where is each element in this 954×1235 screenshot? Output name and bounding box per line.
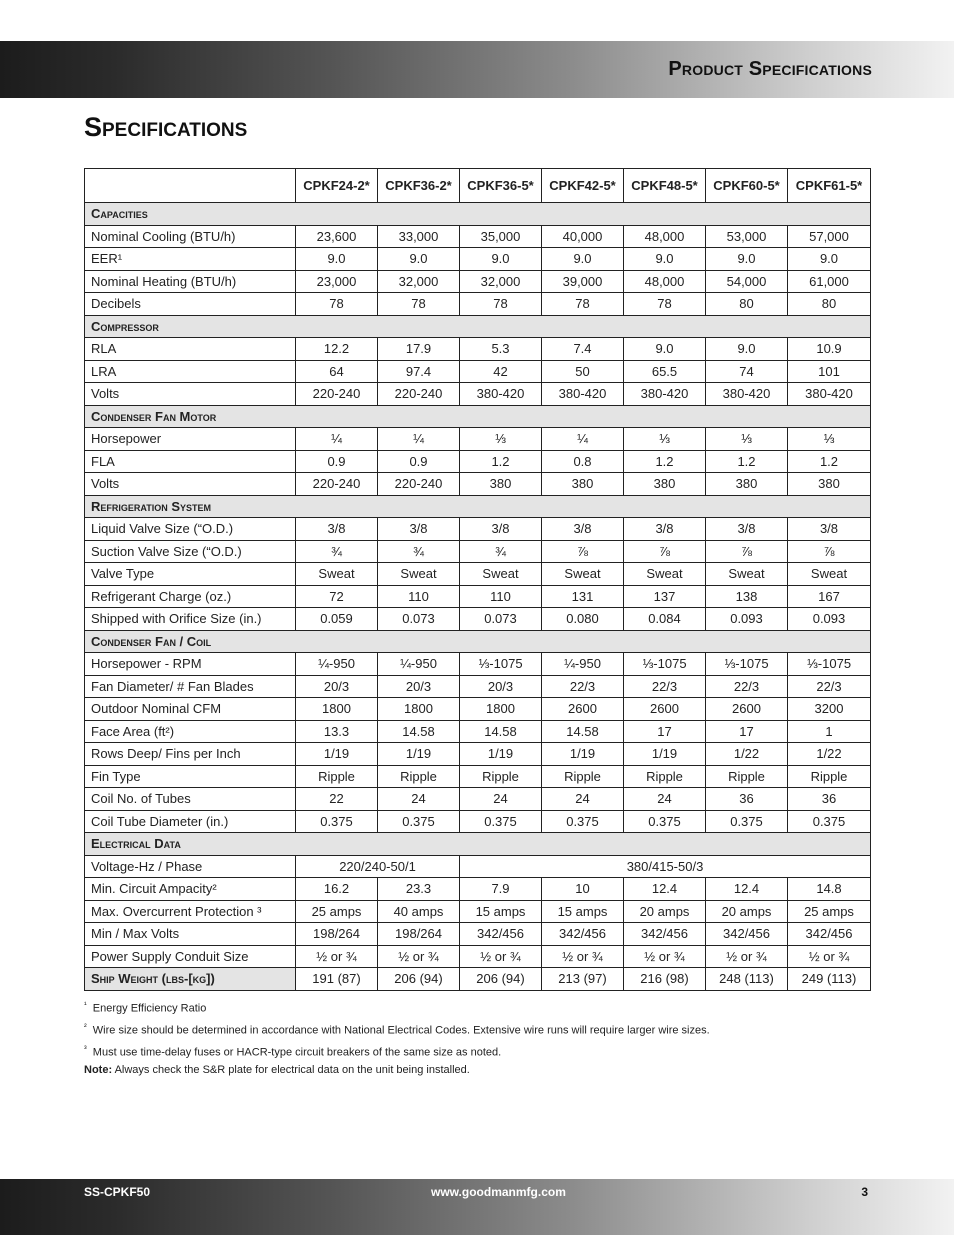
table-cell: ¾	[378, 540, 460, 563]
table-cell: 9.0	[788, 248, 871, 271]
table-cell: 220-240	[378, 383, 460, 406]
table-cell: 20 amps	[624, 900, 706, 923]
table-cell: 380	[460, 473, 542, 496]
table-cell: 101	[788, 360, 871, 383]
row-label: Nominal Heating (BTU/h)	[85, 270, 296, 293]
row-label: Min. Circuit Ampacity²	[85, 878, 296, 901]
table-cell: ⅞	[624, 540, 706, 563]
row-label: Coil Tube Diameter (in.)	[85, 810, 296, 833]
table-row	[85, 675, 871, 698]
table-cell: 35,000	[460, 225, 542, 248]
table-cell: 48,000	[624, 225, 706, 248]
table-cell: ⅞	[706, 540, 788, 563]
row-label: Max. Overcurrent Protection ³	[85, 900, 296, 923]
table-cell: ½ or ¾	[706, 945, 788, 968]
table-cell: 9.0	[378, 248, 460, 271]
table-cell: 9.0	[706, 338, 788, 361]
table-cell: 80	[788, 293, 871, 316]
model-column-header: CPKF48-5*	[624, 169, 706, 203]
table-cell: 1800	[378, 698, 460, 721]
table-cell: 16.2	[296, 878, 378, 901]
section-header-row	[85, 495, 871, 518]
row-label: EER¹	[85, 248, 296, 271]
table-cell: 53,000	[706, 225, 788, 248]
table-cell: ⅓-1075	[788, 653, 871, 676]
table-cell: 48,000	[624, 270, 706, 293]
table-cell: 9.0	[706, 248, 788, 271]
table-cell: ¼	[542, 428, 624, 451]
table-cell: 380-420	[706, 383, 788, 406]
table-cell: Ripple	[378, 765, 460, 788]
row-label: Horsepower	[85, 428, 296, 451]
table-cell: Ripple	[706, 765, 788, 788]
table-cell: 10.9	[788, 338, 871, 361]
table-cell: 110	[378, 585, 460, 608]
table-cell: 14.58	[542, 720, 624, 743]
ship-weight-cell: 191 (87)	[296, 968, 378, 991]
table-cell: 342/456	[624, 923, 706, 946]
footnotes	[84, 996, 710, 1079]
table-cell: Sweat	[296, 563, 378, 586]
row-label: Liquid Valve Size (“O.D.)	[85, 518, 296, 541]
row-label: Volts	[85, 473, 296, 496]
table-cell: 25 amps	[296, 900, 378, 923]
table-row	[85, 270, 871, 293]
table-row	[85, 653, 871, 676]
table-cell: 7.9	[460, 878, 542, 901]
table-cell: 80	[706, 293, 788, 316]
table-cell: 61,000	[788, 270, 871, 293]
table-cell: 3/8	[542, 518, 624, 541]
table-cell: 14.8	[788, 878, 871, 901]
table-row	[85, 765, 871, 788]
table-row	[85, 248, 871, 271]
table-cell: 9.0	[624, 248, 706, 271]
row-label: LRA	[85, 360, 296, 383]
model-column-header: CPKF42-5*	[542, 169, 624, 203]
table-row	[85, 473, 871, 496]
table-cell: 0.093	[788, 608, 871, 631]
row-label: Nominal Cooling (BTU/h)	[85, 225, 296, 248]
table-cell: 3/8	[296, 518, 378, 541]
ship-weight-cell: 206 (94)	[460, 968, 542, 991]
table-cell: 342/456	[706, 923, 788, 946]
table-cell: 2600	[706, 698, 788, 721]
table-cell: 1/19	[296, 743, 378, 766]
table-header-row	[85, 169, 871, 203]
row-label: FLA	[85, 450, 296, 473]
table-cell: 3/8	[624, 518, 706, 541]
table-cell: 10	[542, 878, 624, 901]
table-cell: 1800	[460, 698, 542, 721]
ship-weight-cell: 249 (113)	[788, 968, 871, 991]
section-title: Condenser Fan Motor	[85, 405, 871, 428]
table-cell: 14.58	[460, 720, 542, 743]
table-cell: 24	[542, 788, 624, 811]
table-cell: 65.5	[624, 360, 706, 383]
section-title: Refrigeration System	[85, 495, 871, 518]
model-column-header: CPKF60-5*	[706, 169, 788, 203]
table-cell: 24	[378, 788, 460, 811]
table-cell: 0.375	[460, 810, 542, 833]
table-cell: 13.3	[296, 720, 378, 743]
table-cell: 3/8	[460, 518, 542, 541]
table-cell: 74	[706, 360, 788, 383]
table-cell: 7.4	[542, 338, 624, 361]
ship-weight-cell: 213 (97)	[542, 968, 624, 991]
table-cell: 20/3	[378, 675, 460, 698]
table-cell: ⅓	[788, 428, 871, 451]
table-cell: 23,600	[296, 225, 378, 248]
table-cell: ¼	[296, 428, 378, 451]
table-cell: 1800	[296, 698, 378, 721]
table-cell: ⅓	[460, 428, 542, 451]
table-cell: 1.2	[460, 450, 542, 473]
voltage-phase-group-a: 220/240-50/1	[296, 855, 460, 878]
row-label: Coil No. of Tubes	[85, 788, 296, 811]
model-column-header: CPKF36-5*	[460, 169, 542, 203]
table-cell: Sweat	[624, 563, 706, 586]
table-cell: ¾	[460, 540, 542, 563]
row-label: Decibels	[85, 293, 296, 316]
footnote-2: $^{^2}$ Wire size should be determined in accordance with National Electrical Codes. Extensive wire runs will require larger wire sizes.	[84, 1021, 710, 1037]
table-cell: ½ or ¾	[460, 945, 542, 968]
table-cell: 22/3	[788, 675, 871, 698]
table-cell: ¼-950	[542, 653, 624, 676]
row-label: RLA	[85, 338, 296, 361]
table-cell: 0.375	[542, 810, 624, 833]
table-cell: 24	[460, 788, 542, 811]
row-label: Voltage-Hz / Phase	[85, 855, 296, 878]
footer-doc-code: SS-CPKF50	[84, 1185, 151, 1199]
section-header-row	[85, 203, 871, 226]
table-cell: ¾	[296, 540, 378, 563]
section-header-row	[85, 405, 871, 428]
table-cell: 1/22	[788, 743, 871, 766]
table-cell: 17	[624, 720, 706, 743]
footer-page-number: 3	[861, 1185, 868, 1199]
model-column-header: CPKF61-5*	[788, 169, 871, 203]
row-label: Horsepower - RPM	[85, 653, 296, 676]
table-cell: 32,000	[378, 270, 460, 293]
table-cell: 25 amps	[788, 900, 871, 923]
table-cell: 15 amps	[542, 900, 624, 923]
table-cell: 20 amps	[706, 900, 788, 923]
table-cell: Sweat	[706, 563, 788, 586]
table-row	[85, 293, 871, 316]
table-row	[85, 923, 871, 946]
table-cell: 1.2	[706, 450, 788, 473]
ship-weight-cell: 206 (94)	[378, 968, 460, 991]
table-cell: 0.8	[542, 450, 624, 473]
footnote-3: $^{^3}$ Must use time-delay fuses or HACR-type circuit breakers of the same size as noted.	[84, 1043, 502, 1059]
installation-note: Note: Always check the S&R plate for electrical data on the unit being installed.	[84, 1063, 470, 1076]
table-cell: 220-240	[296, 473, 378, 496]
table-cell: 0.080	[542, 608, 624, 631]
table-row	[85, 878, 871, 901]
table-cell: ¼-950	[378, 653, 460, 676]
table-cell: 42	[460, 360, 542, 383]
table-cell: ¼-950	[296, 653, 378, 676]
row-label: Refrigerant Charge (oz.)	[85, 585, 296, 608]
table-cell: 1.2	[788, 450, 871, 473]
row-label: Shipped with Orifice Size (in.)	[85, 608, 296, 631]
table-cell: 20/3	[460, 675, 542, 698]
table-cell: 220-240	[378, 473, 460, 496]
table-cell: 342/456	[788, 923, 871, 946]
table-cell: 12.4	[706, 878, 788, 901]
table-cell: 64	[296, 360, 378, 383]
table-cell: 5.3	[460, 338, 542, 361]
table-cell: 380-420	[460, 383, 542, 406]
table-row	[85, 540, 871, 563]
table-row	[85, 608, 871, 631]
table-cell: 0.9	[378, 450, 460, 473]
table-row	[85, 788, 871, 811]
table-cell: 1/19	[624, 743, 706, 766]
footnote-1: $^{^1}$ Energy Efficiency Ratio	[84, 1000, 207, 1015]
table-cell: 380-420	[624, 383, 706, 406]
table-cell: 72	[296, 585, 378, 608]
table-cell: 22/3	[624, 675, 706, 698]
table-cell: 167	[788, 585, 871, 608]
table-row	[85, 945, 871, 968]
table-cell: 2600	[542, 698, 624, 721]
table-cell: 57,000	[788, 225, 871, 248]
table-cell: 2600	[624, 698, 706, 721]
table-cell: 342/456	[460, 923, 542, 946]
specifications-table	[84, 168, 871, 991]
table-cell: 3200	[788, 698, 871, 721]
row-label: Min / Max Volts	[85, 923, 296, 946]
table-cell: 0.084	[624, 608, 706, 631]
table-cell: 12.4	[624, 878, 706, 901]
table-row	[85, 450, 871, 473]
table-row	[85, 360, 871, 383]
table-cell: Sweat	[788, 563, 871, 586]
table-cell: ½ or ¾	[296, 945, 378, 968]
table-row	[85, 900, 871, 923]
table-cell: 380-420	[788, 383, 871, 406]
table-cell: 9.0	[624, 338, 706, 361]
section-header-row	[85, 630, 871, 653]
table-cell: Sweat	[542, 563, 624, 586]
table-cell: 1/19	[460, 743, 542, 766]
table-row	[85, 743, 871, 766]
table-cell: ½ or ¾	[542, 945, 624, 968]
table-cell: 1/19	[378, 743, 460, 766]
table-cell: 0.073	[460, 608, 542, 631]
ship-weight-label: Ship Weight (lbs-[kg])	[85, 968, 296, 991]
table-cell: ⅞	[788, 540, 871, 563]
table-cell: 198/264	[296, 923, 378, 946]
table-cell: ⅓-1075	[460, 653, 542, 676]
footer-website[interactable]: www.goodmanmfg.com	[431, 1185, 566, 1199]
table-cell: ⅓	[706, 428, 788, 451]
table-cell: 23.3	[378, 878, 460, 901]
table-cell: 78	[378, 293, 460, 316]
section-title: Compressor	[85, 315, 871, 338]
table-cell: 9.0	[460, 248, 542, 271]
table-cell: 380	[706, 473, 788, 496]
section-title: Condenser Fan / Coil	[85, 630, 871, 653]
table-row	[85, 383, 871, 406]
table-cell: 15 amps	[460, 900, 542, 923]
table-cell: 40,000	[542, 225, 624, 248]
table-cell: 138	[706, 585, 788, 608]
table-cell: 0.375	[624, 810, 706, 833]
table-row	[85, 518, 871, 541]
table-cell: Ripple	[624, 765, 706, 788]
table-row	[85, 585, 871, 608]
table-cell: 78	[296, 293, 378, 316]
row-label: Volts	[85, 383, 296, 406]
table-cell: 12.2	[296, 338, 378, 361]
table-cell: 50	[542, 360, 624, 383]
table-cell: 0.9	[296, 450, 378, 473]
row-label: Rows Deep/ Fins per Inch	[85, 743, 296, 766]
row-label: Outdoor Nominal CFM	[85, 698, 296, 721]
table-cell: 40 amps	[378, 900, 460, 923]
table-cell: Ripple	[788, 765, 871, 788]
table-cell: 0.093	[706, 608, 788, 631]
table-cell: 22	[296, 788, 378, 811]
row-label: Fin Type	[85, 765, 296, 788]
table-cell: 36	[706, 788, 788, 811]
table-row	[85, 698, 871, 721]
table-cell: Ripple	[542, 765, 624, 788]
table-cell: 39,000	[542, 270, 624, 293]
table-cell: 110	[460, 585, 542, 608]
table-row	[85, 225, 871, 248]
table-cell: 17	[706, 720, 788, 743]
table-cell: 9.0	[296, 248, 378, 271]
table-cell: 380	[788, 473, 871, 496]
table-cell: ½ or ¾	[788, 945, 871, 968]
table-cell: Ripple	[460, 765, 542, 788]
table-cell: 0.375	[788, 810, 871, 833]
table-row	[85, 338, 871, 361]
table-cell: 0.375	[378, 810, 460, 833]
table-cell: 22/3	[706, 675, 788, 698]
table-cell: 380-420	[542, 383, 624, 406]
table-row	[85, 720, 871, 743]
section-header-row	[85, 833, 871, 856]
ship-weight-cell: 248 (113)	[706, 968, 788, 991]
table-cell: 24	[624, 788, 706, 811]
table-cell: 3/8	[378, 518, 460, 541]
table-cell: 342/456	[542, 923, 624, 946]
table-cell: 1.2	[624, 450, 706, 473]
table-cell: 198/264	[378, 923, 460, 946]
table-cell: 9.0	[542, 248, 624, 271]
table-cell: 36	[788, 788, 871, 811]
header-title: Product Specifications	[668, 58, 872, 80]
table-row	[85, 855, 871, 878]
table-cell: 78	[542, 293, 624, 316]
table-cell: ⅓	[624, 428, 706, 451]
table-cell: 78	[624, 293, 706, 316]
table-cell: 1/19	[542, 743, 624, 766]
row-label: Valve Type	[85, 563, 296, 586]
ship-weight-cell: 216 (98)	[624, 968, 706, 991]
header-blank-cell	[85, 169, 296, 203]
table-cell: Sweat	[460, 563, 542, 586]
table-cell: 20/3	[296, 675, 378, 698]
table-cell: 54,000	[706, 270, 788, 293]
model-column-header: CPKF24-2*	[296, 169, 378, 203]
table-cell: 78	[460, 293, 542, 316]
section-title: Capacities	[85, 203, 871, 226]
table-cell: 1	[788, 720, 871, 743]
table-cell: 0.059	[296, 608, 378, 631]
table-cell: 3/8	[788, 518, 871, 541]
table-cell: 1/22	[706, 743, 788, 766]
table-cell: ⅓-1075	[706, 653, 788, 676]
table-cell: 97.4	[378, 360, 460, 383]
table-cell: Ripple	[296, 765, 378, 788]
table-cell: 33,000	[378, 225, 460, 248]
table-row	[85, 810, 871, 833]
table-cell: 0.375	[706, 810, 788, 833]
table-row	[85, 563, 871, 586]
table-cell: 137	[624, 585, 706, 608]
table-cell: 32,000	[460, 270, 542, 293]
section-header-row	[85, 315, 871, 338]
model-column-header: CPKF36-2*	[378, 169, 460, 203]
table-cell: ½ or ¾	[624, 945, 706, 968]
table-cell: ¼	[378, 428, 460, 451]
row-label: Power Supply Conduit Size	[85, 945, 296, 968]
page-title: Specifications	[84, 112, 248, 142]
row-label: Face Area (ft²)	[85, 720, 296, 743]
table-cell: 380	[542, 473, 624, 496]
table-cell: ½ or ¾	[378, 945, 460, 968]
row-label: Suction Valve Size (“O.D.)	[85, 540, 296, 563]
table-cell: ⅓-1075	[624, 653, 706, 676]
table-cell: 220-240	[296, 383, 378, 406]
voltage-phase-group-b: 380/415-50/3	[460, 855, 871, 878]
row-label: Fan Diameter/ # Fan Blades	[85, 675, 296, 698]
table-cell: 131	[542, 585, 624, 608]
table-cell: 14.58	[378, 720, 460, 743]
section-title: Electrical Data	[85, 833, 871, 856]
table-row	[85, 428, 871, 451]
table-cell: 0.073	[378, 608, 460, 631]
table-cell: 0.375	[296, 810, 378, 833]
table-cell: 17.9	[378, 338, 460, 361]
table-cell: 3/8	[706, 518, 788, 541]
table-cell: ⅞	[542, 540, 624, 563]
ship-weight-row	[85, 968, 871, 991]
table-cell: 22/3	[542, 675, 624, 698]
table-cell: Sweat	[378, 563, 460, 586]
table-cell: 23,000	[296, 270, 378, 293]
table-cell: 380	[624, 473, 706, 496]
